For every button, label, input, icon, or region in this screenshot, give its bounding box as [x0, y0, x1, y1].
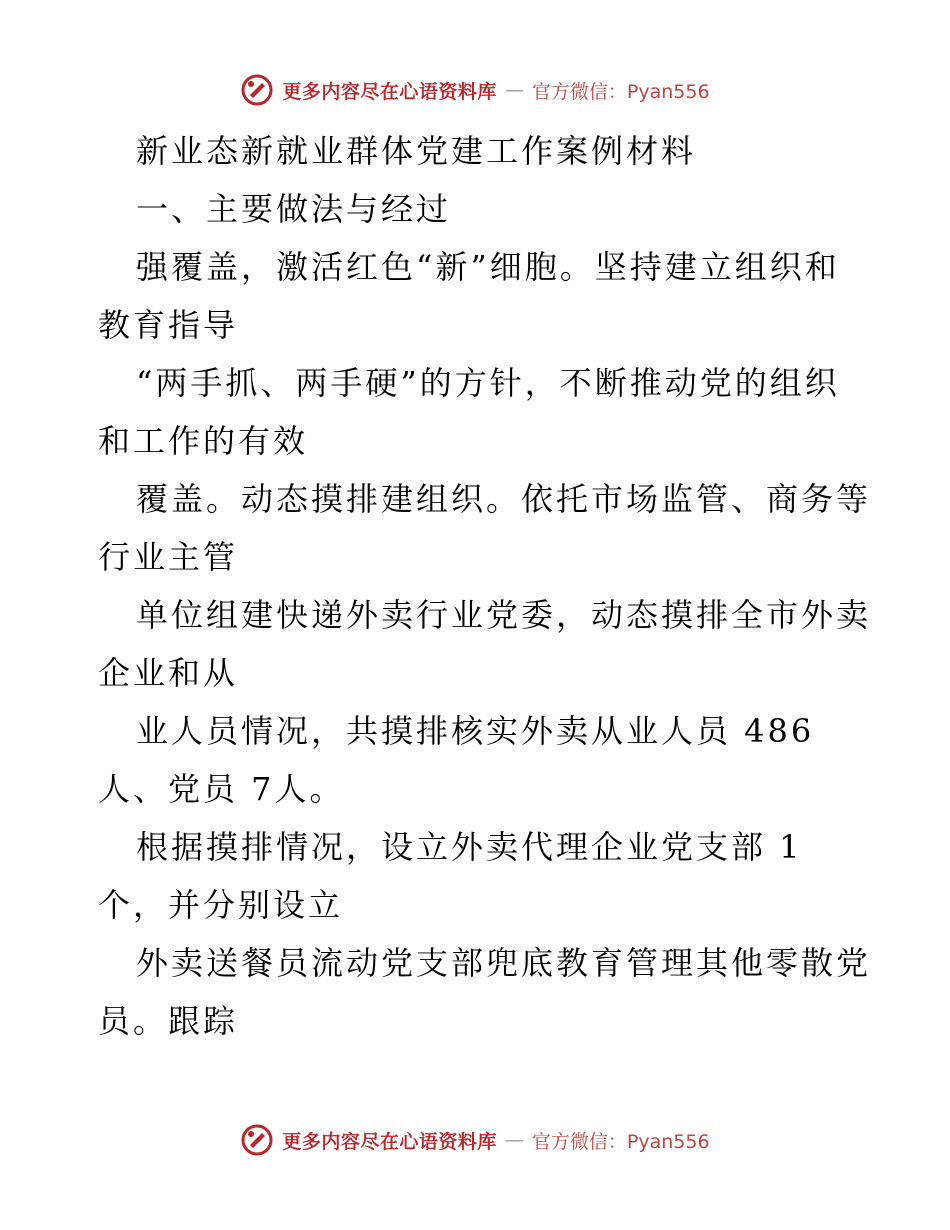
watermark-contact: 官方微信：Pyan556: [531, 80, 710, 103]
header-watermark: [0, 70, 950, 110]
watermark-separator: —: [504, 79, 524, 101]
paragraph-line: 覆盖。动态摸排建组织。依托市场监管、商务等: [136, 480, 872, 518]
document-title: 新业态新就业群体党建工作案例材料: [136, 132, 697, 170]
watermark-brand: 更多内容尽在心语资料库: [282, 80, 497, 103]
seal-logo-icon: [240, 73, 274, 107]
paragraph-line: 根据摸排情况，设立外卖代理企业党支部 1: [136, 828, 803, 866]
section-heading: 一、主要做法与经过: [136, 190, 452, 228]
watermark-separator: —: [504, 1129, 524, 1151]
paragraph-line: 企业和从: [98, 654, 239, 692]
paragraph-line: 行业主管: [98, 538, 239, 576]
paragraph-line: 人、党员 7人。: [98, 770, 345, 808]
seal-logo-icon: [240, 1123, 274, 1157]
watermark-contact: 官方微信：Pyan556: [531, 1130, 710, 1153]
paragraph-line: 个，并分别设立: [98, 886, 344, 924]
paragraph-line: 业人员情况，共摸排核实外卖从业人员 486: [136, 712, 815, 750]
paragraph-line: “两手抓、两手硬”的方针，不断推动党的组织: [136, 364, 840, 402]
footer-watermark: [0, 1120, 950, 1160]
paragraph-line: 强覆盖，激活红色“新”细胞。坚持建立组织和: [136, 248, 840, 286]
paragraph-line: 单位组建快递外卖行业党委，动态摸排全市外卖: [136, 596, 872, 634]
paragraph-line: 员。跟踪: [98, 1002, 239, 1040]
paragraph-line: 外卖送餐员流动党支部兜底教育管理其他零散党: [136, 944, 872, 982]
paragraph-line: 教育指导: [98, 306, 239, 344]
paragraph-line: 和工作的有效: [98, 422, 309, 460]
document-body: [98, 122, 872, 1050]
watermark-brand: 更多内容尽在心语资料库: [282, 1130, 497, 1153]
